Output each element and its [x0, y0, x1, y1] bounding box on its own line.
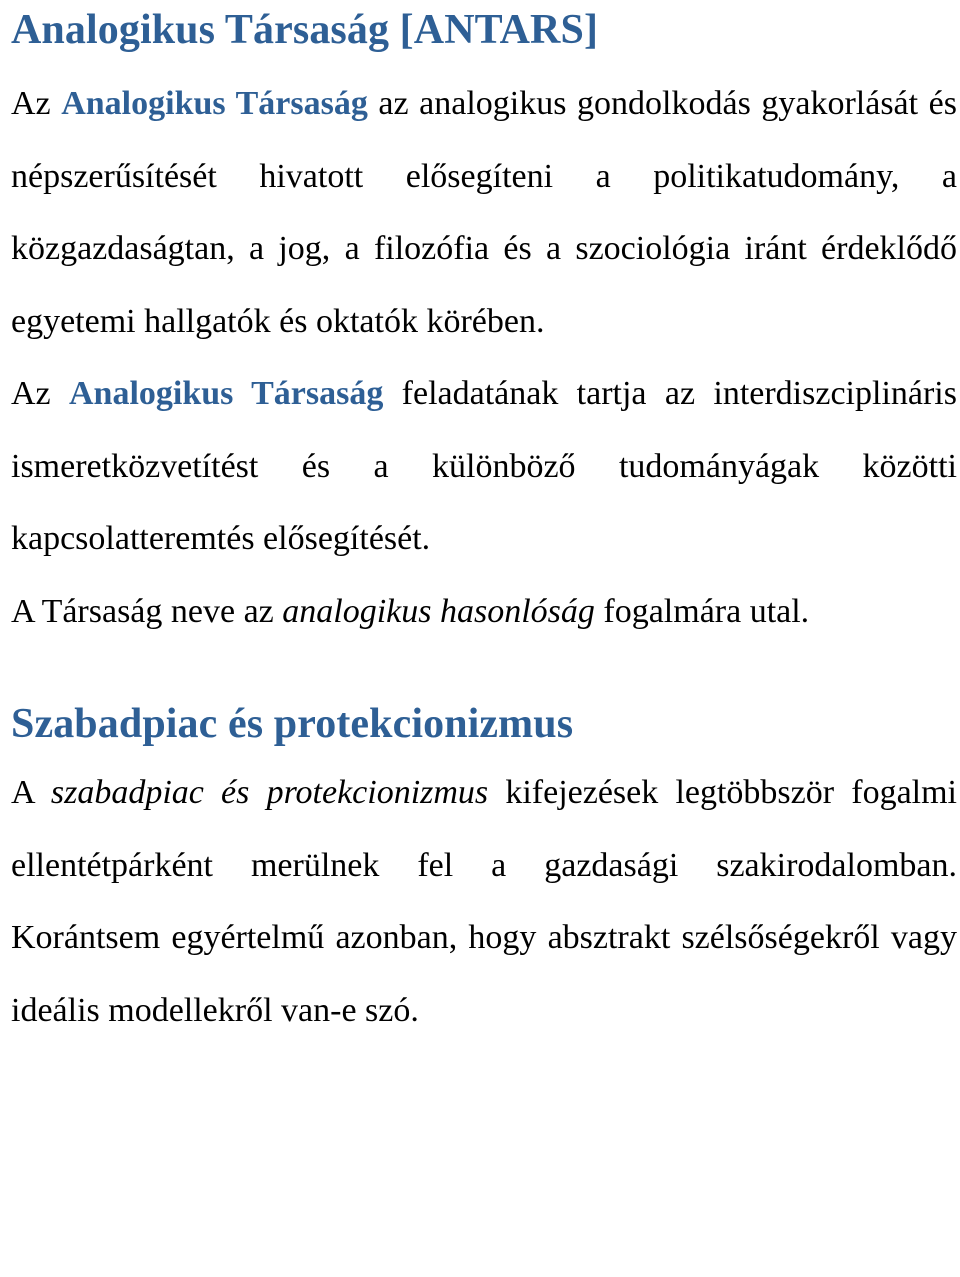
document-page — [11, 0, 957, 1047]
paragraph-antars-name — [11, 576, 957, 649]
society-name-highlight: Analogikus Társaság — [68, 375, 384, 412]
section-title-free-market: Szabadpiac és protekcionizmus — [11, 701, 574, 747]
society-name-highlight: Analogikus Társaság — [61, 85, 368, 122]
paragraph-antars-mission — [11, 358, 957, 576]
section-title-antars: Analogikus Társaság [ANTARS] — [11, 7, 599, 53]
paragraph-text: A — [11, 774, 51, 811]
paragraph-text: Az — [11, 85, 62, 122]
paragraph-text: Az — [11, 375, 69, 412]
paragraph-free-market — [11, 757, 957, 1047]
italic-term: analogikus hasonlóság — [282, 592, 595, 630]
paragraph-antars-intro — [11, 68, 957, 358]
paragraph-text: kifejezések legtöbbször fogalmi ellentétpárként merülnek fel a gazdasági szakirodalomban. Korántsem egyértelmű azonban, hogy absztrakt szélsőségekről vagy ideális modellekről van-e szó. — [11, 774, 958, 1029]
paragraph-text: A Társaság neve az — [11, 592, 283, 630]
paragraph-text: feladatának tartja az interdiszciplináris ismeretközvetítést és a különböző tudományágak közötti kapcsolatteremtés elősegítését. — [11, 375, 957, 557]
italic-term: szabadpiac és protekcionizmus — [50, 774, 489, 811]
paragraph-text: az analogikus gondolkodás gyakorlását és népszerűsítését hivatott elősegíteni a politikatudomány, a közgazdaságtan, a jog, a filozófia és a szociológia iránt érdeklődő egyetemi hallgatók és oktatók körében. — [11, 85, 957, 340]
paragraph-text: fogalmára utal. — [594, 592, 810, 630]
